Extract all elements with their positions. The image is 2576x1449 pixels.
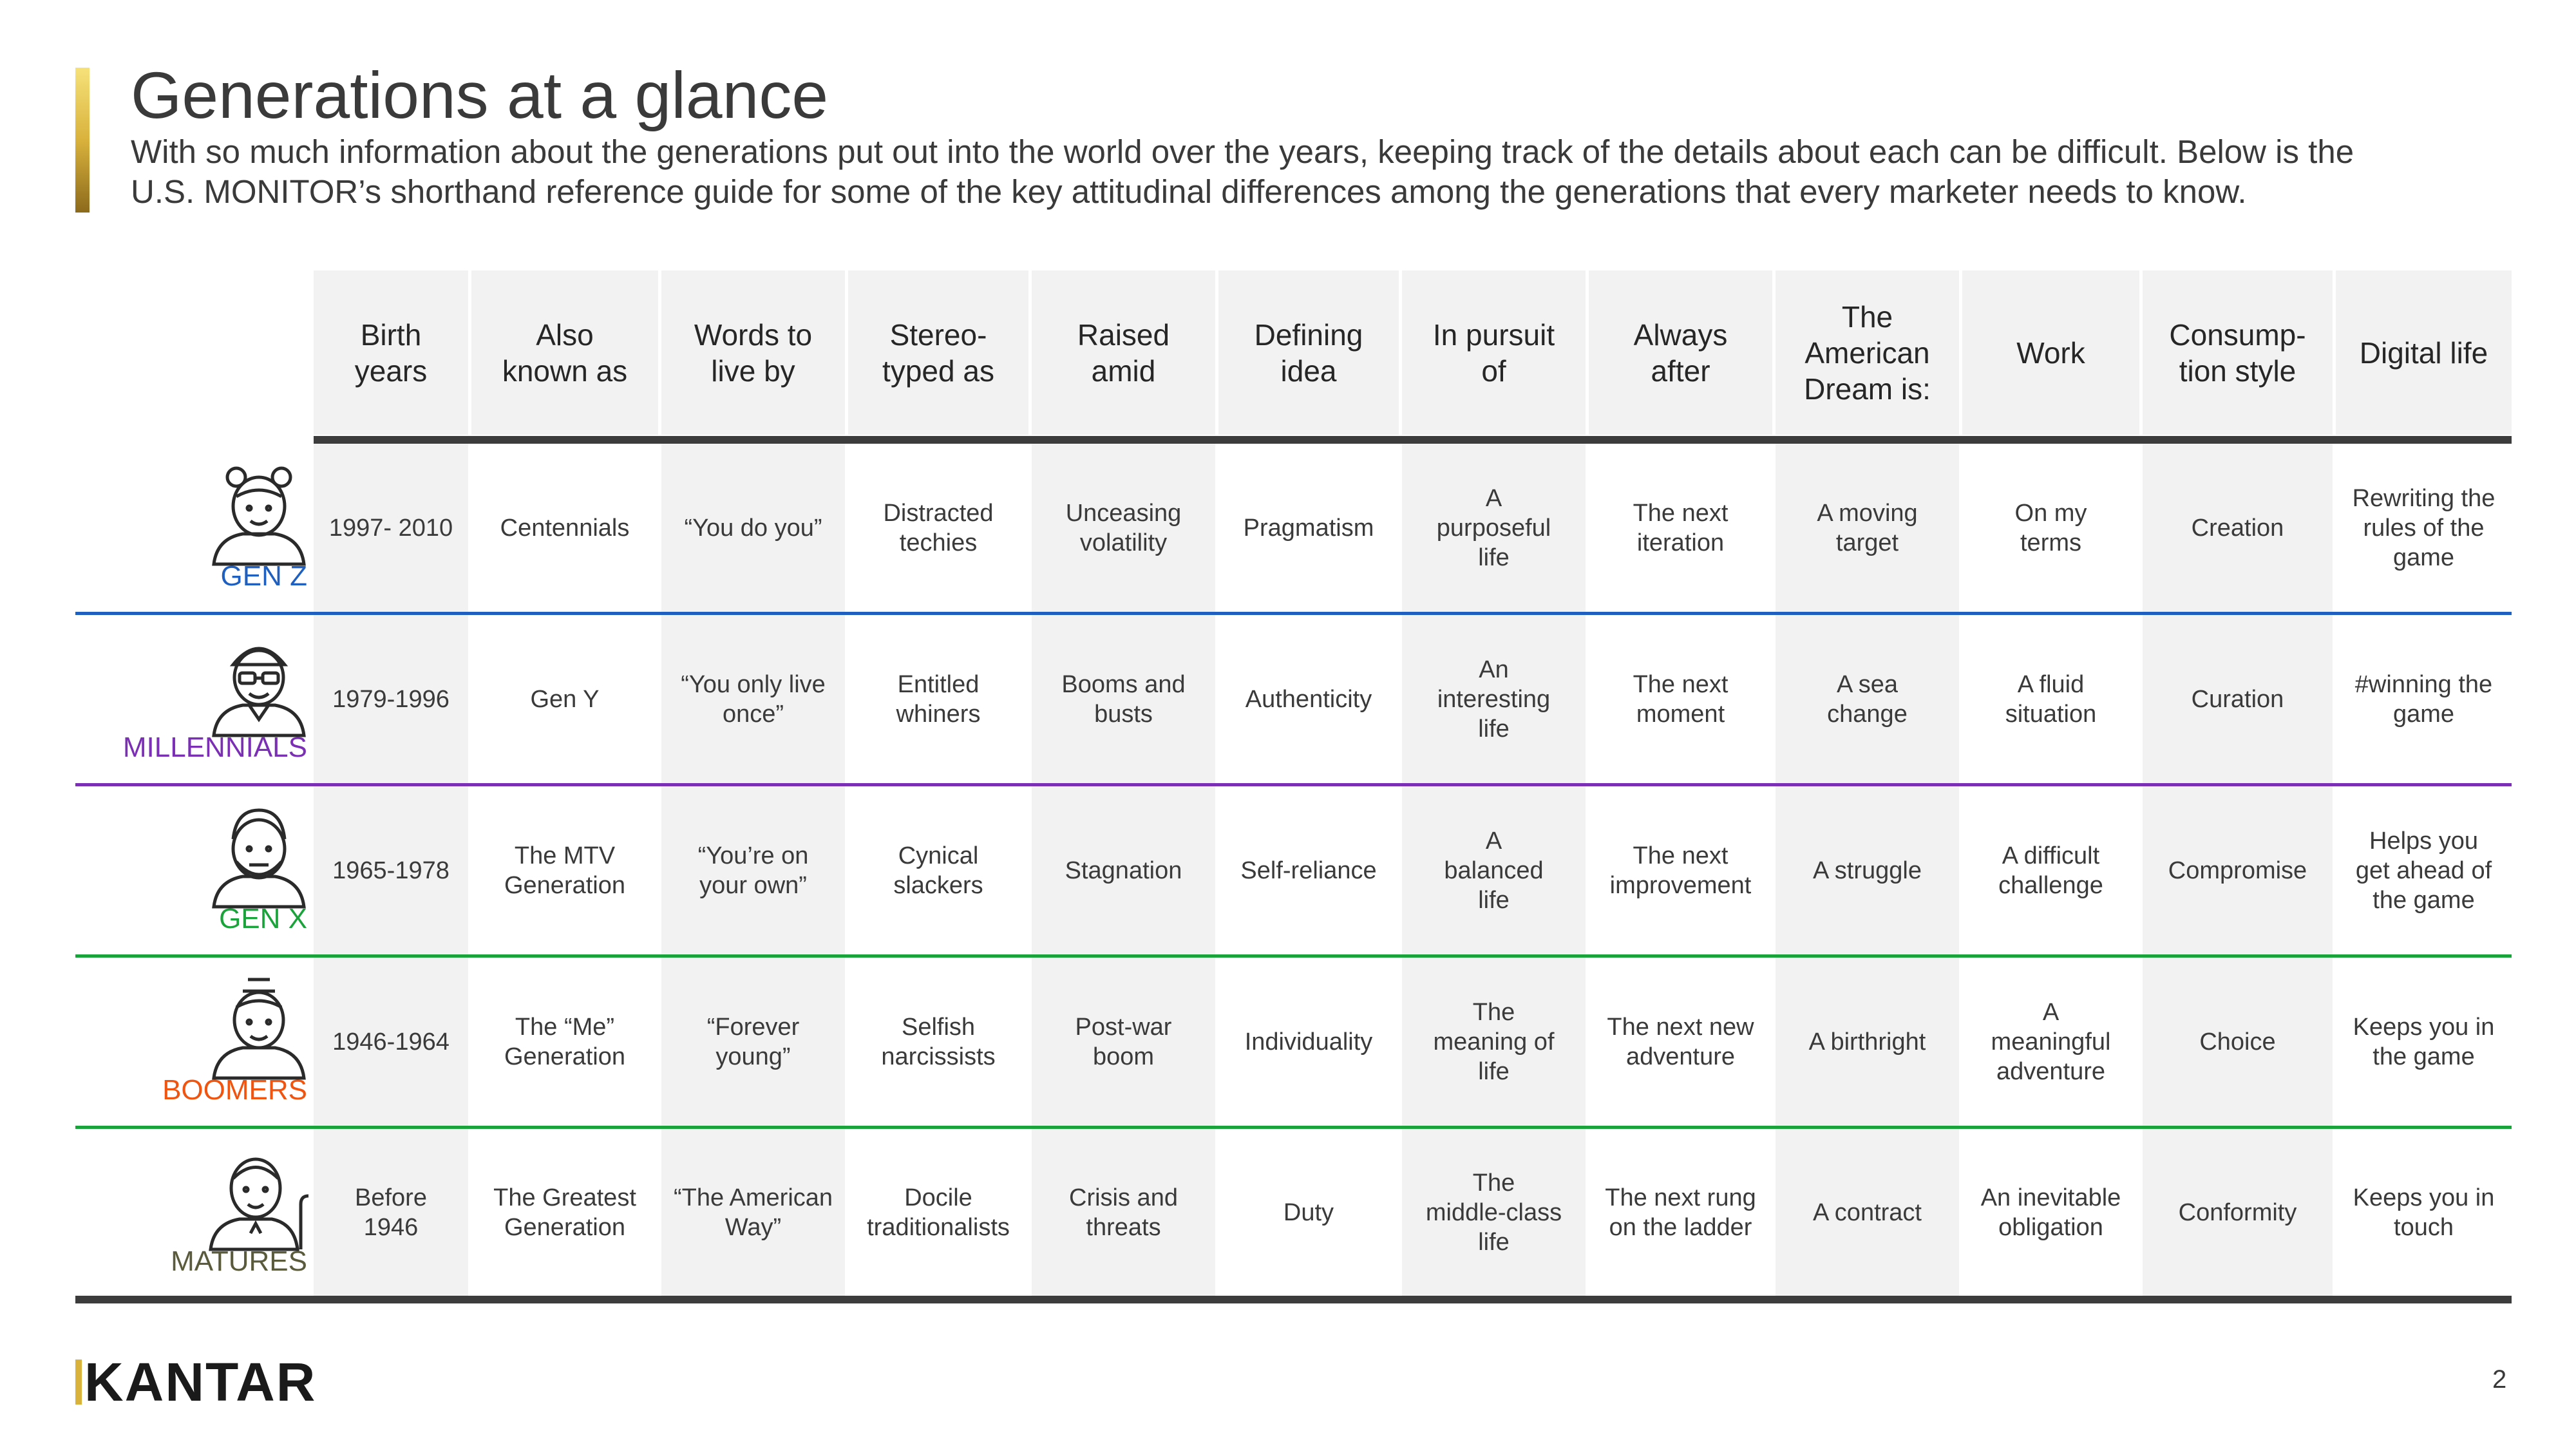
table-cell: Individuality — [1244, 1028, 1373, 1056]
table-cell: Creation — [2143, 444, 2333, 612]
table-cell: The next new adventure — [1607, 1013, 1754, 1070]
table-cell: Centennials — [500, 514, 630, 542]
table-cell: Curation — [2143, 615, 2333, 783]
table-cell: A birthright — [1776, 958, 1959, 1126]
table-row — [75, 444, 2512, 615]
table-cell: #winning the game — [2354, 670, 2493, 728]
matures-icon — [198, 1143, 320, 1253]
table-cell: Pragmatism — [1243, 514, 1374, 542]
table-cell: The next rung on the ladder — [1605, 1184, 1756, 1241]
table-cell: 1997- 2010 — [314, 444, 468, 612]
table-cell: “You do you” — [661, 444, 845, 612]
table-cell: The Greatest Generation — [493, 1184, 636, 1241]
table-cell: A struggle — [1776, 786, 1959, 954]
table-cell: 1946-1964 — [314, 958, 468, 1126]
generation-label: BOOMERS — [162, 1074, 307, 1106]
table-cell: Distracted techies — [883, 499, 994, 556]
column-header: In pursuit of — [1402, 270, 1586, 435]
table-cell: Selfish narcissists — [881, 1013, 996, 1070]
generation-label: MILLENNIALS — [122, 732, 307, 763]
table-cell: The next improvement — [1609, 842, 1752, 899]
header-divider — [314, 436, 2512, 444]
table-cell: The meaning of life — [1402, 958, 1586, 1126]
page-subtitle: With so much information about the generations put out into the world over the years, keeping track of the details about each can be difficult. Below is the U.S. MONITOR’s shorthand reference guide for some of the key attitudinal differences among the generations that every marketer needs to know. — [131, 133, 2354, 210]
column-header: Work — [1962, 270, 2139, 435]
table-cell: Stagnation — [1032, 786, 1215, 954]
column-header: Birth years — [314, 270, 468, 435]
table-cell: The next moment — [1633, 670, 1728, 728]
table-cell: Compromise — [2143, 786, 2333, 954]
table-cell: Keeps you in touch — [2353, 1184, 2495, 1241]
column-header: Words to live by — [661, 270, 845, 435]
table-cell: Duty — [1283, 1198, 1334, 1226]
table-cell: Authenticity — [1245, 685, 1372, 713]
table-cell: Conformity — [2143, 1129, 2333, 1296]
page-number: 2 — [2492, 1365, 2507, 1394]
kantar-logo — [75, 1351, 316, 1413]
table-cell: 1979-1996 — [314, 615, 468, 783]
table-cell: A moving target — [1776, 444, 1959, 612]
column-header: Stereo- typed as — [848, 270, 1028, 435]
column-header: Also known as — [471, 270, 658, 435]
table-cell: Docile traditionalists — [867, 1184, 1010, 1241]
logo-text: KANTAR — [84, 1352, 317, 1412]
generation-label: MATURES — [171, 1245, 307, 1277]
table-cell: An inevitable obligation — [1980, 1184, 2121, 1241]
table-cell: Keeps you in the game — [2353, 1013, 2495, 1070]
table-row — [75, 958, 2512, 1129]
table-cell: Booms and busts — [1032, 615, 1215, 783]
column-header: Raised amid — [1032, 270, 1215, 435]
column-header: Consump- tion style — [2143, 270, 2333, 435]
table-cell: The next iteration — [1633, 499, 1728, 556]
generation-label: GEN X — [219, 903, 307, 934]
table-cell: On my terms — [2014, 499, 2087, 556]
table-row — [75, 1129, 2512, 1296]
table-cell: “The American Way” — [661, 1129, 845, 1296]
table-cell: A balanced life — [1402, 786, 1586, 954]
table-cell: Entitled whiners — [896, 670, 981, 728]
table-cell: A meaningful adventure — [1991, 998, 2111, 1085]
table-cell: Post-war boom — [1032, 958, 1215, 1126]
table-cell: Gen Y — [530, 685, 600, 713]
table-cell: Crisis and threats — [1032, 1129, 1215, 1296]
table-cell: The MTV Generation — [504, 842, 625, 899]
table-cell: 1965-1978 — [314, 786, 468, 954]
column-header: Digital life — [2336, 270, 2512, 435]
table-cell: An interesting life — [1402, 615, 1586, 783]
page-title: Generations at a glance — [131, 59, 829, 132]
table-bottom-rule — [75, 1296, 2512, 1303]
table-cell: Choice — [2143, 958, 2333, 1126]
table-cell: Before 1946 — [314, 1129, 468, 1296]
table-cell: Helps you get ahead of the game — [2355, 827, 2492, 914]
millennials-icon — [198, 629, 320, 739]
column-header: Always after — [1589, 270, 1772, 435]
column-header: Defining idea — [1218, 270, 1399, 435]
table-cell: The middle-class life — [1402, 1129, 1586, 1296]
table-cell: “You only live once” — [661, 615, 845, 783]
column-header: The American Dream is: — [1776, 270, 1959, 435]
boomers-icon — [198, 972, 320, 1081]
table-cell: A purposeful life — [1402, 444, 1586, 612]
table-cell: A contract — [1776, 1129, 1959, 1296]
table-cell: Rewriting the rules of the game — [2352, 484, 2496, 571]
table-cell: Cynical slackers — [893, 842, 983, 899]
table-cell: Self-reliance — [1240, 857, 1377, 884]
table-cell: A sea change — [1776, 615, 1959, 783]
table-cell: “You’re on your own” — [661, 786, 845, 954]
table-row — [75, 615, 2512, 786]
title-accent-bar — [75, 68, 90, 213]
table-cell: “Forever young” — [661, 958, 845, 1126]
gen-z-icon — [198, 458, 320, 567]
table-cell: A difficult challenge — [1998, 842, 2103, 899]
table-cell: The “Me” Generation — [504, 1013, 625, 1070]
generation-label: GEN Z — [220, 560, 307, 592]
table-cell: Unceasing volatility — [1032, 444, 1215, 612]
gen-x-icon — [198, 800, 320, 910]
logo-accent — [75, 1359, 82, 1405]
table-row — [75, 786, 2512, 958]
table-cell: A fluid situation — [2005, 670, 2097, 728]
